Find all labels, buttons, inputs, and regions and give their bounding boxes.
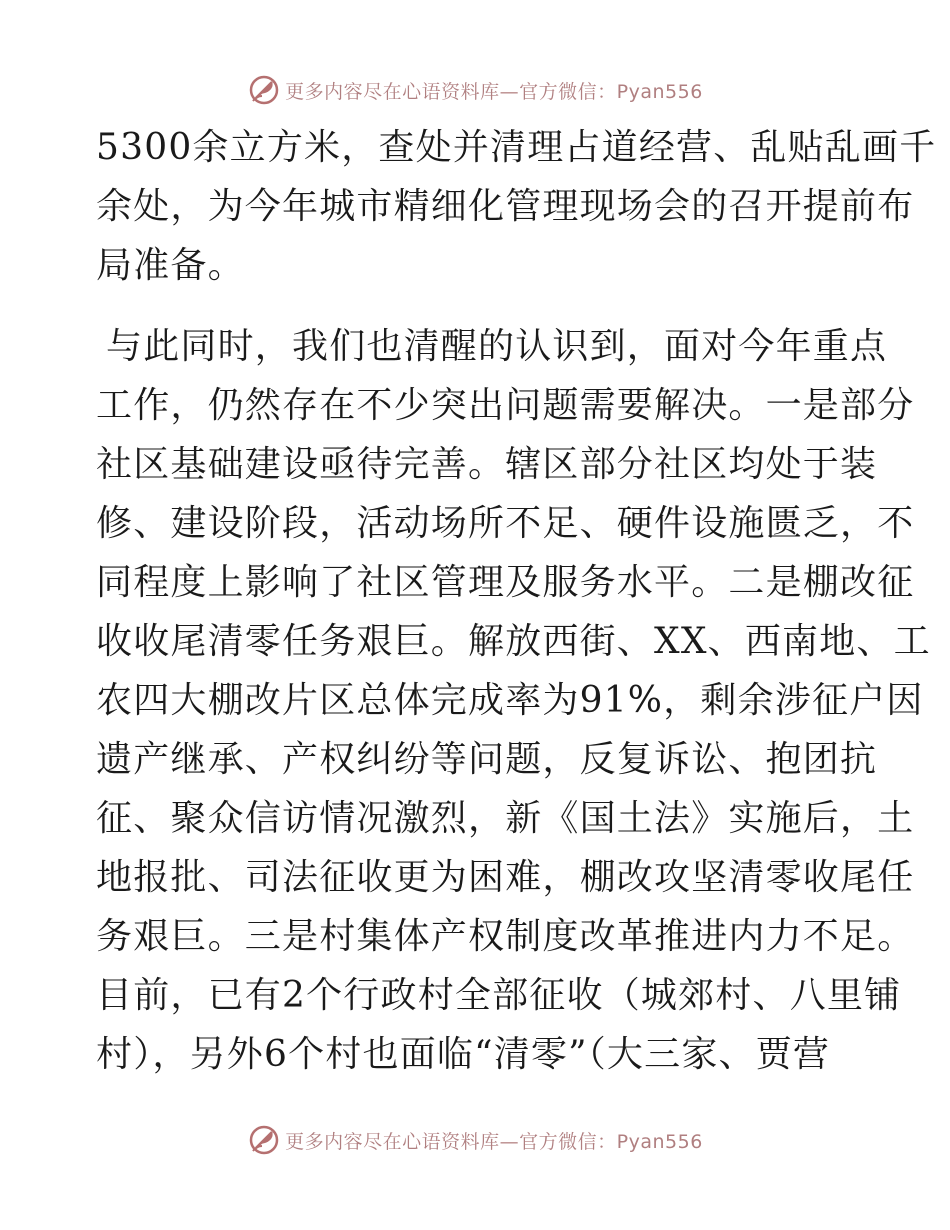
document-body — [96, 118, 937, 1084]
text-line: 征、聚众信访情况激烈，新《国土法》实施后，土 — [96, 798, 915, 839]
text-line: 修、建设阶段，活动场所不足、硬件设施匮乏，不 — [96, 503, 915, 544]
paragraph-1 — [96, 118, 937, 295]
text-line: 与此同时，我们也清醒的认识到，面对今年重点 — [106, 326, 888, 367]
quill-logo-icon — [247, 73, 281, 107]
text-line: 农四大棚改片区总体完成率为91%，剩余涉征户因 — [96, 680, 924, 721]
paragraph-2 — [96, 317, 931, 1084]
text-line: 遗产继承、产权纠纷等问题，反复诉讼、抱团抗 — [96, 739, 878, 780]
watermark-text: 更多内容尽在心语资料库—官方微信：Pyan556 — [285, 80, 703, 103]
text-line: 局准备。 — [96, 245, 245, 286]
text-line: 务艰巨。三是村集体产权制度改革推进内力不足。 — [96, 916, 915, 957]
text-line: 社区基础建设亟待完善。辖区部分社区均处于装 — [96, 444, 878, 485]
text-line: 地报批、司法征收更为困难，棚改攻坚清零收尾任 — [96, 857, 915, 898]
text-line: 同程度上影响了社区管理及服务水平。二是棚改征 — [96, 562, 915, 603]
text-line: 5300余立方米，查处并清理占道经营、乱贴乱画千 — [96, 127, 937, 168]
text-line: 收收尾清零任务艰巨。解放西街、XX、西南地、工 — [96, 621, 931, 662]
text-line: 余处，为今年城市精细化管理现场会的召开提前布 — [96, 186, 915, 227]
text-line: 目前，已有2个行政村全部征收（城郊村、八里铺 — [96, 975, 902, 1016]
text-line: 村），另外6个村也面临“清零”（大三家、贾营 — [96, 1034, 831, 1075]
text-line: 工作，仍然存在不少突出问题需要解决。一是部分 — [96, 385, 915, 426]
footer-watermark — [0, 1120, 950, 1160]
quill-logo-icon — [247, 1123, 281, 1157]
header-watermark — [0, 70, 950, 110]
watermark-text: 更多内容尽在心语资料库—官方微信：Pyan556 — [285, 1130, 703, 1153]
